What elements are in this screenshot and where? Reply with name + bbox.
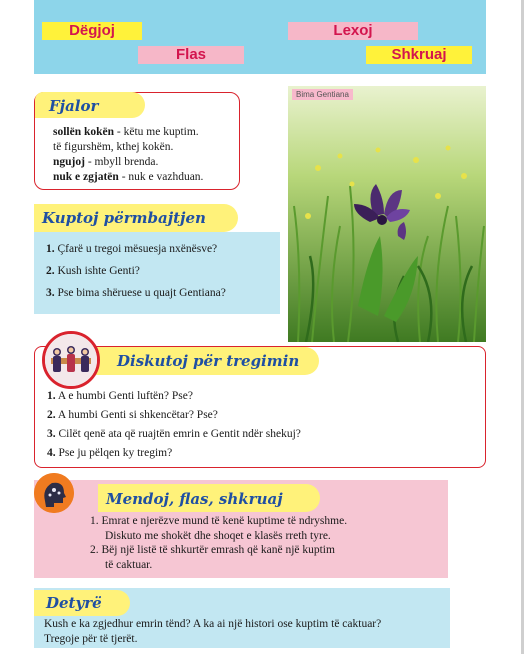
vocabulary-box — [34, 92, 240, 190]
homework-text — [44, 617, 454, 647]
thinking-head-icon — [34, 473, 74, 513]
vocabulary-term: ngujoj — [53, 156, 85, 168]
question-number: 2. — [46, 265, 55, 277]
comprehension-questions — [46, 242, 226, 301]
vocabulary-list — [53, 125, 203, 185]
list-item — [47, 427, 301, 442]
comprehension-title: Kuptoj përmbajtjen — [42, 209, 206, 227]
question-text: Cilët qenë ata që ruajtën emrin e Gentit ndër shekuj? — [55, 428, 301, 440]
question-number: 1. — [46, 243, 55, 255]
list-item-continuation — [90, 558, 347, 573]
vocabulary-definition: - këtu me kuptim. — [114, 126, 199, 138]
task-text: Diskuto me shokët dhe shoqet e klasës rreth tyre. — [105, 529, 331, 542]
skill-speak: Flas — [138, 46, 244, 64]
question-text: Pse bima shëruese u quajt Gentiana? — [54, 287, 226, 299]
vocabulary-entry — [53, 155, 203, 170]
vocabulary-term: nuk e zgjatën — [53, 171, 119, 183]
list-item — [90, 543, 347, 558]
vocabulary-entry — [53, 140, 203, 155]
task-text: të caktuar. — [105, 558, 153, 571]
think-tasks — [90, 514, 347, 572]
question-text: A e humbi Genti luftën? Pse? — [55, 390, 193, 402]
list-item — [47, 389, 301, 404]
question-number: 3. — [46, 287, 55, 299]
question-text: A humbi Genti si shkencëtar? Pse? — [55, 409, 218, 421]
question-number: 4. — [47, 447, 56, 459]
list-item — [46, 242, 226, 257]
question-number: 2. — [47, 409, 56, 421]
think-title: Mendoj, flas, shkruaj — [106, 490, 283, 508]
meadow-illustration — [288, 86, 486, 342]
discussion-box — [34, 346, 486, 468]
vocabulary-entry — [53, 170, 203, 185]
gentian-photo — [288, 86, 486, 342]
question-number: 1. — [47, 390, 56, 402]
skill-write: Shkruaj — [366, 46, 472, 64]
task-text: 1. Emrat e njerëzve mund të kenë kuptime të ndryshme. — [90, 515, 348, 527]
skill-read: Lexoj — [288, 22, 418, 40]
homework-line: Tregoje për të tjerët. — [44, 633, 138, 645]
list-item — [47, 446, 301, 461]
list-item-continuation — [90, 529, 347, 544]
task-text: 2. Bëj një listë të shkurtër emrash që kanë një kuptim — [90, 544, 335, 556]
homework-line: Kush e ka zgjedhur emrin tënd? A ka ai një histori ose kuptim të caktuar? — [44, 618, 382, 630]
question-text: Kush ishte Genti? — [54, 265, 140, 277]
discussion-questions — [47, 389, 301, 461]
group-discussion-icon — [42, 331, 100, 389]
homework-title: Detyrë — [46, 594, 102, 612]
vocabulary-term: sollën kokën — [53, 126, 115, 138]
skill-listen: Dëgjoj — [42, 22, 142, 40]
list-item — [46, 264, 226, 279]
vocabulary-definition: - mbyll brenda. — [84, 156, 159, 168]
list-item — [90, 514, 347, 529]
discussion-title: Diskutoj për tregimin — [117, 352, 300, 370]
list-item — [46, 286, 226, 301]
vocabulary-definition: - nuk e vazhduan. — [118, 171, 204, 183]
vocabulary-entry — [53, 125, 203, 140]
vocabulary-definition: të figurshëm, kthej kokën. — [53, 141, 174, 153]
question-text: Pse ju pëlqen ky tregim? — [55, 447, 173, 459]
vocabulary-title: Fjalor — [49, 97, 99, 115]
comprehension-box — [34, 232, 280, 314]
question-number: 3. — [47, 428, 56, 440]
list-item — [47, 408, 301, 423]
photo-caption: Bima Gentiana — [292, 89, 353, 100]
question-text: Çfarë u tregoi mësuesja nxënësve? — [54, 243, 218, 255]
